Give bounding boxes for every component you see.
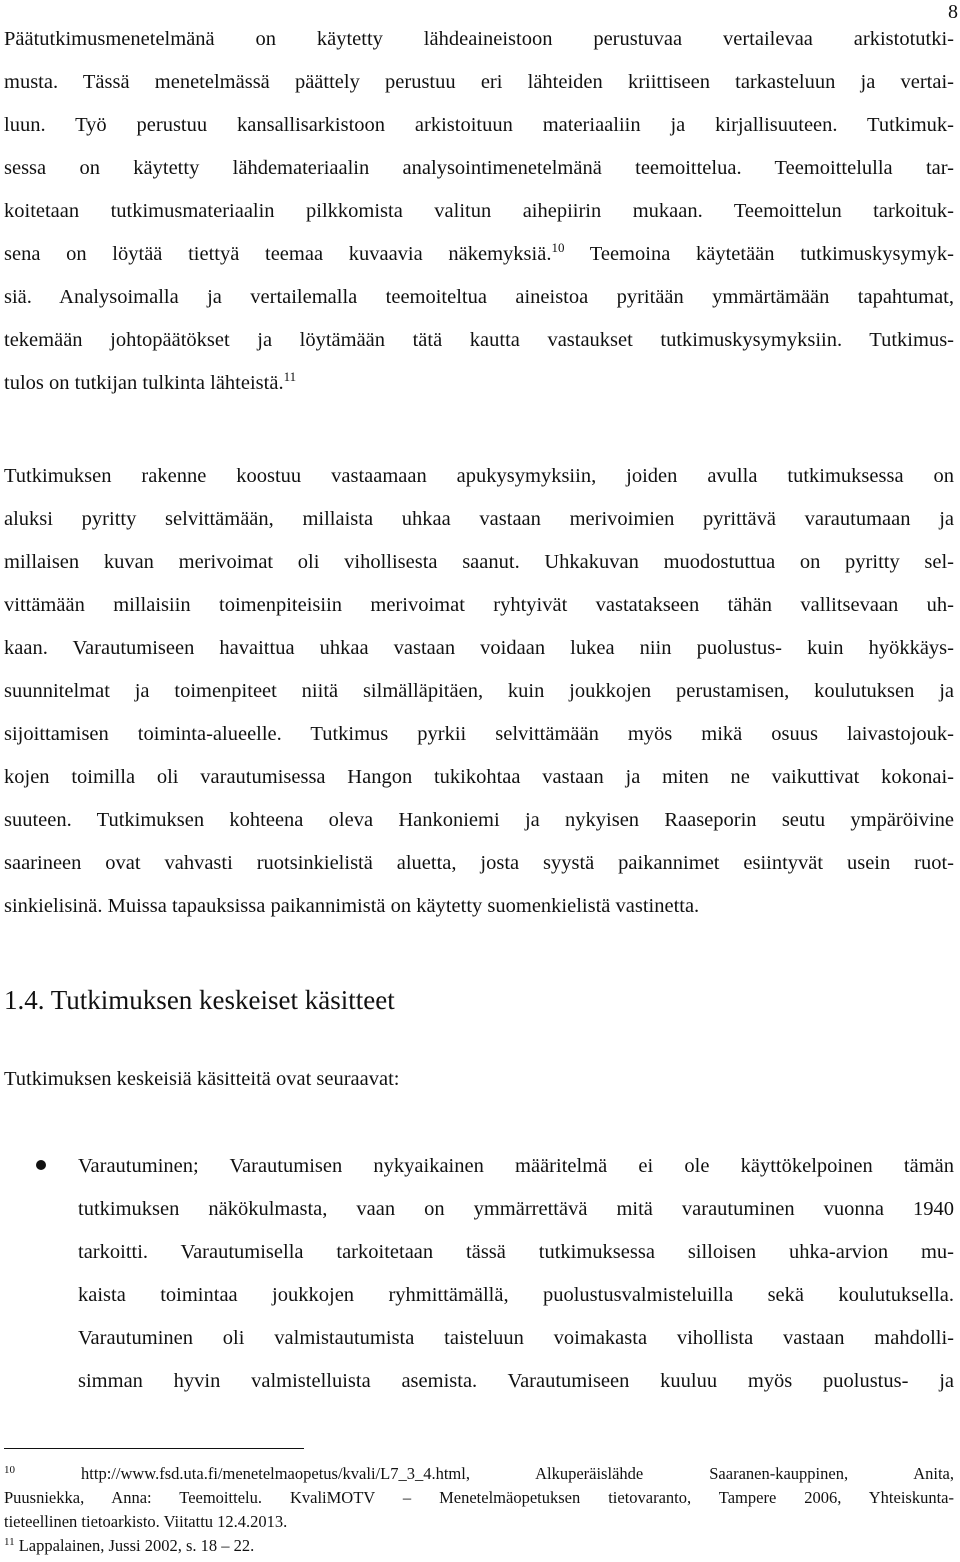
text-line: koitetaan tutkimusmateriaalin pilkkomista valitun aihepiirin mukaan. Teemoittelun tarkoituk- — [4, 200, 954, 222]
text-line: saarineen ovat vahvasti ruotsinkielistä aluetta, josta syystä paikannimet esiintyvät usein ruot- — [4, 852, 954, 874]
text-line: simman hyvin valmistelluista asemista. Varautumiseen kuuluu myös puolustus- ja — [78, 1370, 954, 1392]
text-segment: tulos on tutkijan tulkinta lähteistä. — [4, 372, 284, 394]
footnote-number: 10 — [4, 1464, 15, 1476]
text-line: tutkimuksen näkökulmasta, vaan on ymmärrettävä mitä varautuminen vuonna 1940 — [78, 1198, 954, 1220]
footnote-line: tieteellinen tietoarkisto. Viitattu 12.4.2013. — [4, 1512, 288, 1531]
page-number: 8 — [948, 1, 958, 23]
intro-line: Tutkimuksen keskeisiä käsitteitä ovat seuraavat: — [4, 1068, 400, 1090]
text-segment: sena on löytää tiettyä teemaa kuvaavia näkemyksiä. — [4, 243, 552, 265]
text-line: sinkielisinä. Muissa tapauksissa paikannimistä on käytetty suomenkielistä vastinetta. — [4, 895, 700, 917]
footnote-number: 11 — [4, 1536, 15, 1548]
text-line: Tutkimuksen rakenne koostuu vastaamaan apukysymyksiin, joiden avulla tutkimuksessa on — [4, 465, 954, 487]
text-segment: Teemoina käytetään tutkimuskysymyk- — [564, 243, 954, 265]
text-line — [4, 369, 954, 395]
footnote-11 — [4, 1536, 954, 1556]
text-line: Varautuminen oli valmistautumista taisteluun voimakasta vihollista vastaan mahdolli- — [78, 1327, 954, 1349]
text-line: tekemään johtopäätökset ja löytämään tätä kautta vastaukset tutkimuskysymyksiin. Tutkimus- — [4, 329, 954, 351]
footnote-text: Lappalainen, Jussi 2002, s. 18 – 22. — [14, 1536, 255, 1555]
footnote-ref-11[interactable]: 11 — [283, 369, 297, 384]
text-line: sijoittamisen toiminta-alueelle. Tutkimus pyrkii selvittämään myös mikä osuus laivastojouk- — [4, 723, 954, 745]
text-line: millaisen kuvan merivoimat oli vihollisesta saanut. Uhkakuvan muodostuttua on pyritty sel- — [4, 551, 954, 573]
text-line: luun. Työ perustuu kansallisarkistoon arkistoituun materiaaliin ja kirjallisuuteen. Tutkimuk- — [4, 114, 954, 136]
text-line: Varautuminen; Varautumisen nykyaikainen määritelmä ei ole käyttökelpoinen tämän — [78, 1155, 954, 1177]
text-line: musta. Tässä menetelmässä päättely perustuu eri lähteiden kriittiseen tarkasteluun ja vertai- — [4, 71, 954, 93]
footnote-divider — [4, 1448, 304, 1449]
footnote-text: http://www.fsd.uta.fi/menetelmaopetus/kvali/L7_3_4.html, Alkuperäislähde Saaranen-kauppinen, Anita, — [15, 1464, 954, 1483]
section-heading: 1.4. Tutkimuksen keskeiset käsitteet — [4, 985, 395, 1015]
text-line: vittämään millaisiin toimenpiteisiin merivoimat ryhtyivät vastatakseen tähän vallitsevaan uh- — [4, 594, 954, 616]
footnote-line: Puusniekka, Anna: Teemoittelu. KvaliMOTV – Menetelmäopetuksen tietovaranto, Tampere 2006, Yhteiskunta- — [4, 1488, 954, 1507]
footnote-10 — [4, 1464, 954, 1484]
text-line: kojen toimilla oli varautumisessa Hangon tukikohtaa vastaan ja miten ne vaikuttivat kokonai- — [4, 766, 954, 788]
text-line: siä. Analysoimalla ja vertailemalla teemoiteltua aineistoa pyritään ymmärtämään tapahtumat, — [4, 286, 954, 308]
text-line: Päätutkimusmenetelmänä on käytetty lähdeaineistoon perustuvaa vertailevaa arkistotutki- — [4, 28, 954, 50]
bullet-icon — [36, 1160, 46, 1170]
text-line — [4, 240, 954, 266]
text-line: kaista toimintaa joukkojen ryhmittämällä, puolustusvalmisteluilla sekä koulutuksella. — [78, 1284, 954, 1306]
text-line: suuteen. Tutkimuksen kohteena oleva Hankoniemi ja nykyisen Raaseporin seutu ympäröivine — [4, 809, 954, 831]
text-line: sessa on käytetty lähdemateriaalin analysointimenetelmänä teemoittelua. Teemoittelulla tar- — [4, 157, 954, 179]
footnote-ref-10[interactable]: 10 — [551, 240, 565, 255]
text-line: tarkoitti. Varautumisella tarkoitetaan tässä tutkimuksessa silloisen uhka-arvion mu- — [78, 1241, 954, 1263]
text-line: suunnitelmat ja toimenpiteet niitä silmälläpitäen, kuin joukkojen perustamisen, koulutuksen ja — [4, 680, 954, 702]
text-line: kaan. Varautumiseen havaittua uhkaa vastaan voidaan lukea niin puolustus- kuin hyökkäys- — [4, 637, 954, 659]
text-line: aluksi pyritty selvittämään, millaista uhkaa vastaan merivoimien pyrittävä varautumaan ja — [4, 508, 954, 530]
